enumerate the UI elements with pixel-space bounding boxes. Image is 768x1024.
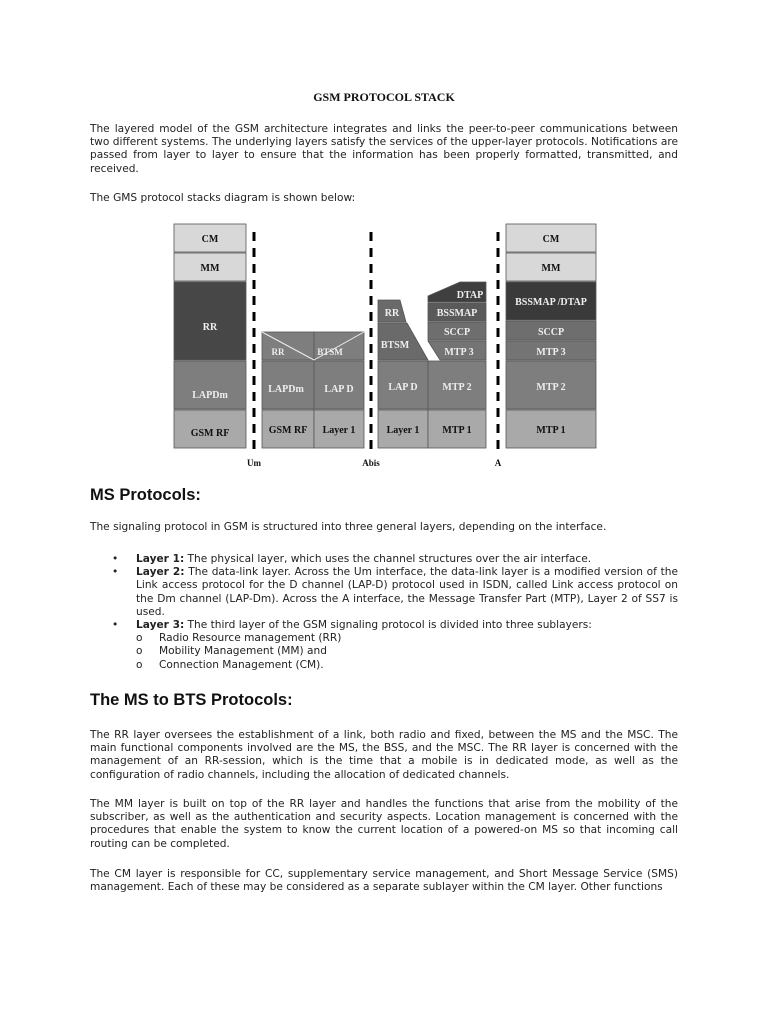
- msc-mtp3-label: MTP 3: [536, 347, 566, 358]
- bts-gsmrf-label: GSM RF: [268, 425, 308, 436]
- bsc-mtp2-label: MTP 2: [442, 382, 472, 393]
- bullet-marker: •: [112, 566, 119, 579]
- sub-marker: o: [136, 632, 143, 645]
- bullet-label: Layer 1:: [136, 553, 185, 565]
- ms-bts-heading: The MS to BTS Protocols:: [90, 691, 293, 709]
- layer-list: [112, 553, 678, 672]
- sub-list-item: [112, 659, 678, 672]
- sub-item-text: Radio Resource management (RR): [159, 632, 342, 645]
- bts-lapd-label: LAP D: [324, 384, 354, 395]
- bullet-marker: •: [112, 553, 119, 565]
- bsc-bssmap-label: BSSMAP: [436, 308, 478, 319]
- bsc-dtap-label: DTAP: [456, 290, 484, 301]
- list-item: [112, 553, 678, 566]
- sub-marker: o: [136, 658, 143, 671]
- bullet-label: Layer 2:: [136, 566, 185, 579]
- cm-paragraph: The CM layer is responsible for CC, supplementary service management, and Short Message Service (SMS) management. Each of these may be considered as a separate sublayer within the CM layer. Other functions: [90, 868, 678, 894]
- ms-protocols-heading: MS Protocols:: [90, 486, 201, 504]
- bsc-sccp-label: SCCP: [443, 327, 471, 338]
- ms-lapdm-label: LAPDm: [192, 390, 228, 401]
- a-interface-label: A: [494, 458, 502, 468]
- bullet-marker: •: [112, 619, 119, 632]
- bsc-mtp1-label: MTP 1: [442, 425, 472, 436]
- abis-interface-label: Abis: [362, 458, 380, 468]
- list-item: [112, 566, 678, 619]
- bsc-lapd-label: LAP D: [388, 382, 418, 393]
- intro-paragraph: The layered model of the GSM architecture integrates and links the peer-to-peer communications between two different systems. The underlying layers satisfy the services of the upper-layer protocols. Notifications are passed from layer to layer to ensure that the information has been properly formatted, transmitted, and received.: [90, 123, 678, 175]
- msc-cm-label: CM: [542, 234, 560, 245]
- sub-marker: o: [136, 645, 143, 658]
- ms-stack: [174, 224, 246, 448]
- ms-gsmrf-label: GSM RF: [190, 428, 230, 439]
- msc-mm-label: MM: [541, 263, 561, 274]
- msc-mtp1-label: MTP 1: [536, 425, 566, 436]
- bullet-text: The data-link layer. Across the Um interface, the data-link layer is a modified version of the Link access protocol for the D channel (LAP-D) protocol used in ISDN, called Link access protocol on the Dm channel (LAP-Dm). Across the A interface, the Message Transfer Part (MTP), Layer 2 of SS7 is used.: [136, 566, 678, 618]
- bsc-btsm-label: BTSM: [380, 340, 410, 351]
- bts-lapdm-label: LAPDm: [268, 384, 304, 395]
- bsc-rr-label: RR: [384, 308, 400, 319]
- ms-cm-label: CM: [201, 234, 219, 245]
- ms-mm-label: MM: [200, 263, 220, 274]
- sub-list-item: [112, 632, 678, 645]
- ms-intro-paragraph: The signaling protocol in GSM is structured into three general layers, depending on the interface.: [90, 521, 607, 533]
- ms-lapdm-box: [174, 361, 246, 409]
- sub-item-text: Connection Management (CM).: [159, 658, 324, 671]
- list-item: [112, 619, 678, 632]
- diagram-caption: The GMS protocol stacks diagram is shown below:: [90, 192, 356, 204]
- sub-list-item: [112, 645, 678, 658]
- bts-rr-label: RR: [271, 347, 285, 357]
- bts-btsm-label: BTSM: [317, 347, 343, 357]
- ms-rr-label: RR: [202, 322, 218, 333]
- msc-sccp-label: SCCP: [537, 327, 565, 338]
- page-title: GSM PROTOCOL STACK: [313, 90, 455, 104]
- bullet-text: The third layer of the GSM signaling protocol is divided into three sublayers:: [184, 619, 592, 632]
- bts-layer1-label: Layer 1: [322, 425, 356, 436]
- um-interface-label: Um: [247, 458, 261, 468]
- bullet-label: Layer 3:: [136, 619, 185, 632]
- bsc-layer1-label: Layer 1: [386, 425, 420, 436]
- ms-rr-box: [174, 282, 246, 360]
- msc-bssmap-label: BSSMAP /DTAP: [515, 297, 587, 308]
- sub-item-text: Mobility Management (MM) and: [159, 645, 327, 658]
- bsc-stack: [378, 282, 486, 448]
- msc-mtp2-label: MTP 2: [536, 382, 566, 393]
- rr-paragraph: The RR layer oversees the establishment of a link, both radio and fixed, between the MS and the MSC. The main functional components involved are the MS, the BSS, and the MSC. The RR layer is concerned with the management of an RR-session, which is the time that a mobile is in dedicated mode, as well as the configuration of radio channels, including the allocation of dedicated channels.: [90, 729, 678, 781]
- bsc-mtp3-label: MTP 3: [444, 347, 474, 358]
- gsm-protocol-stack-diagram: [170, 220, 602, 472]
- bullet-text: The physical layer, which uses the channel structures over the air interface.: [184, 553, 592, 565]
- mm-paragraph: The MM layer is built on top of the RR layer and handles the functions that arise from the mobility of the subscriber, as well as the authentication and security aspects. Location management is concerned with the procedures that enable the system to know the current location of a powered-on MS so that incoming call routing can be completed.: [90, 798, 678, 850]
